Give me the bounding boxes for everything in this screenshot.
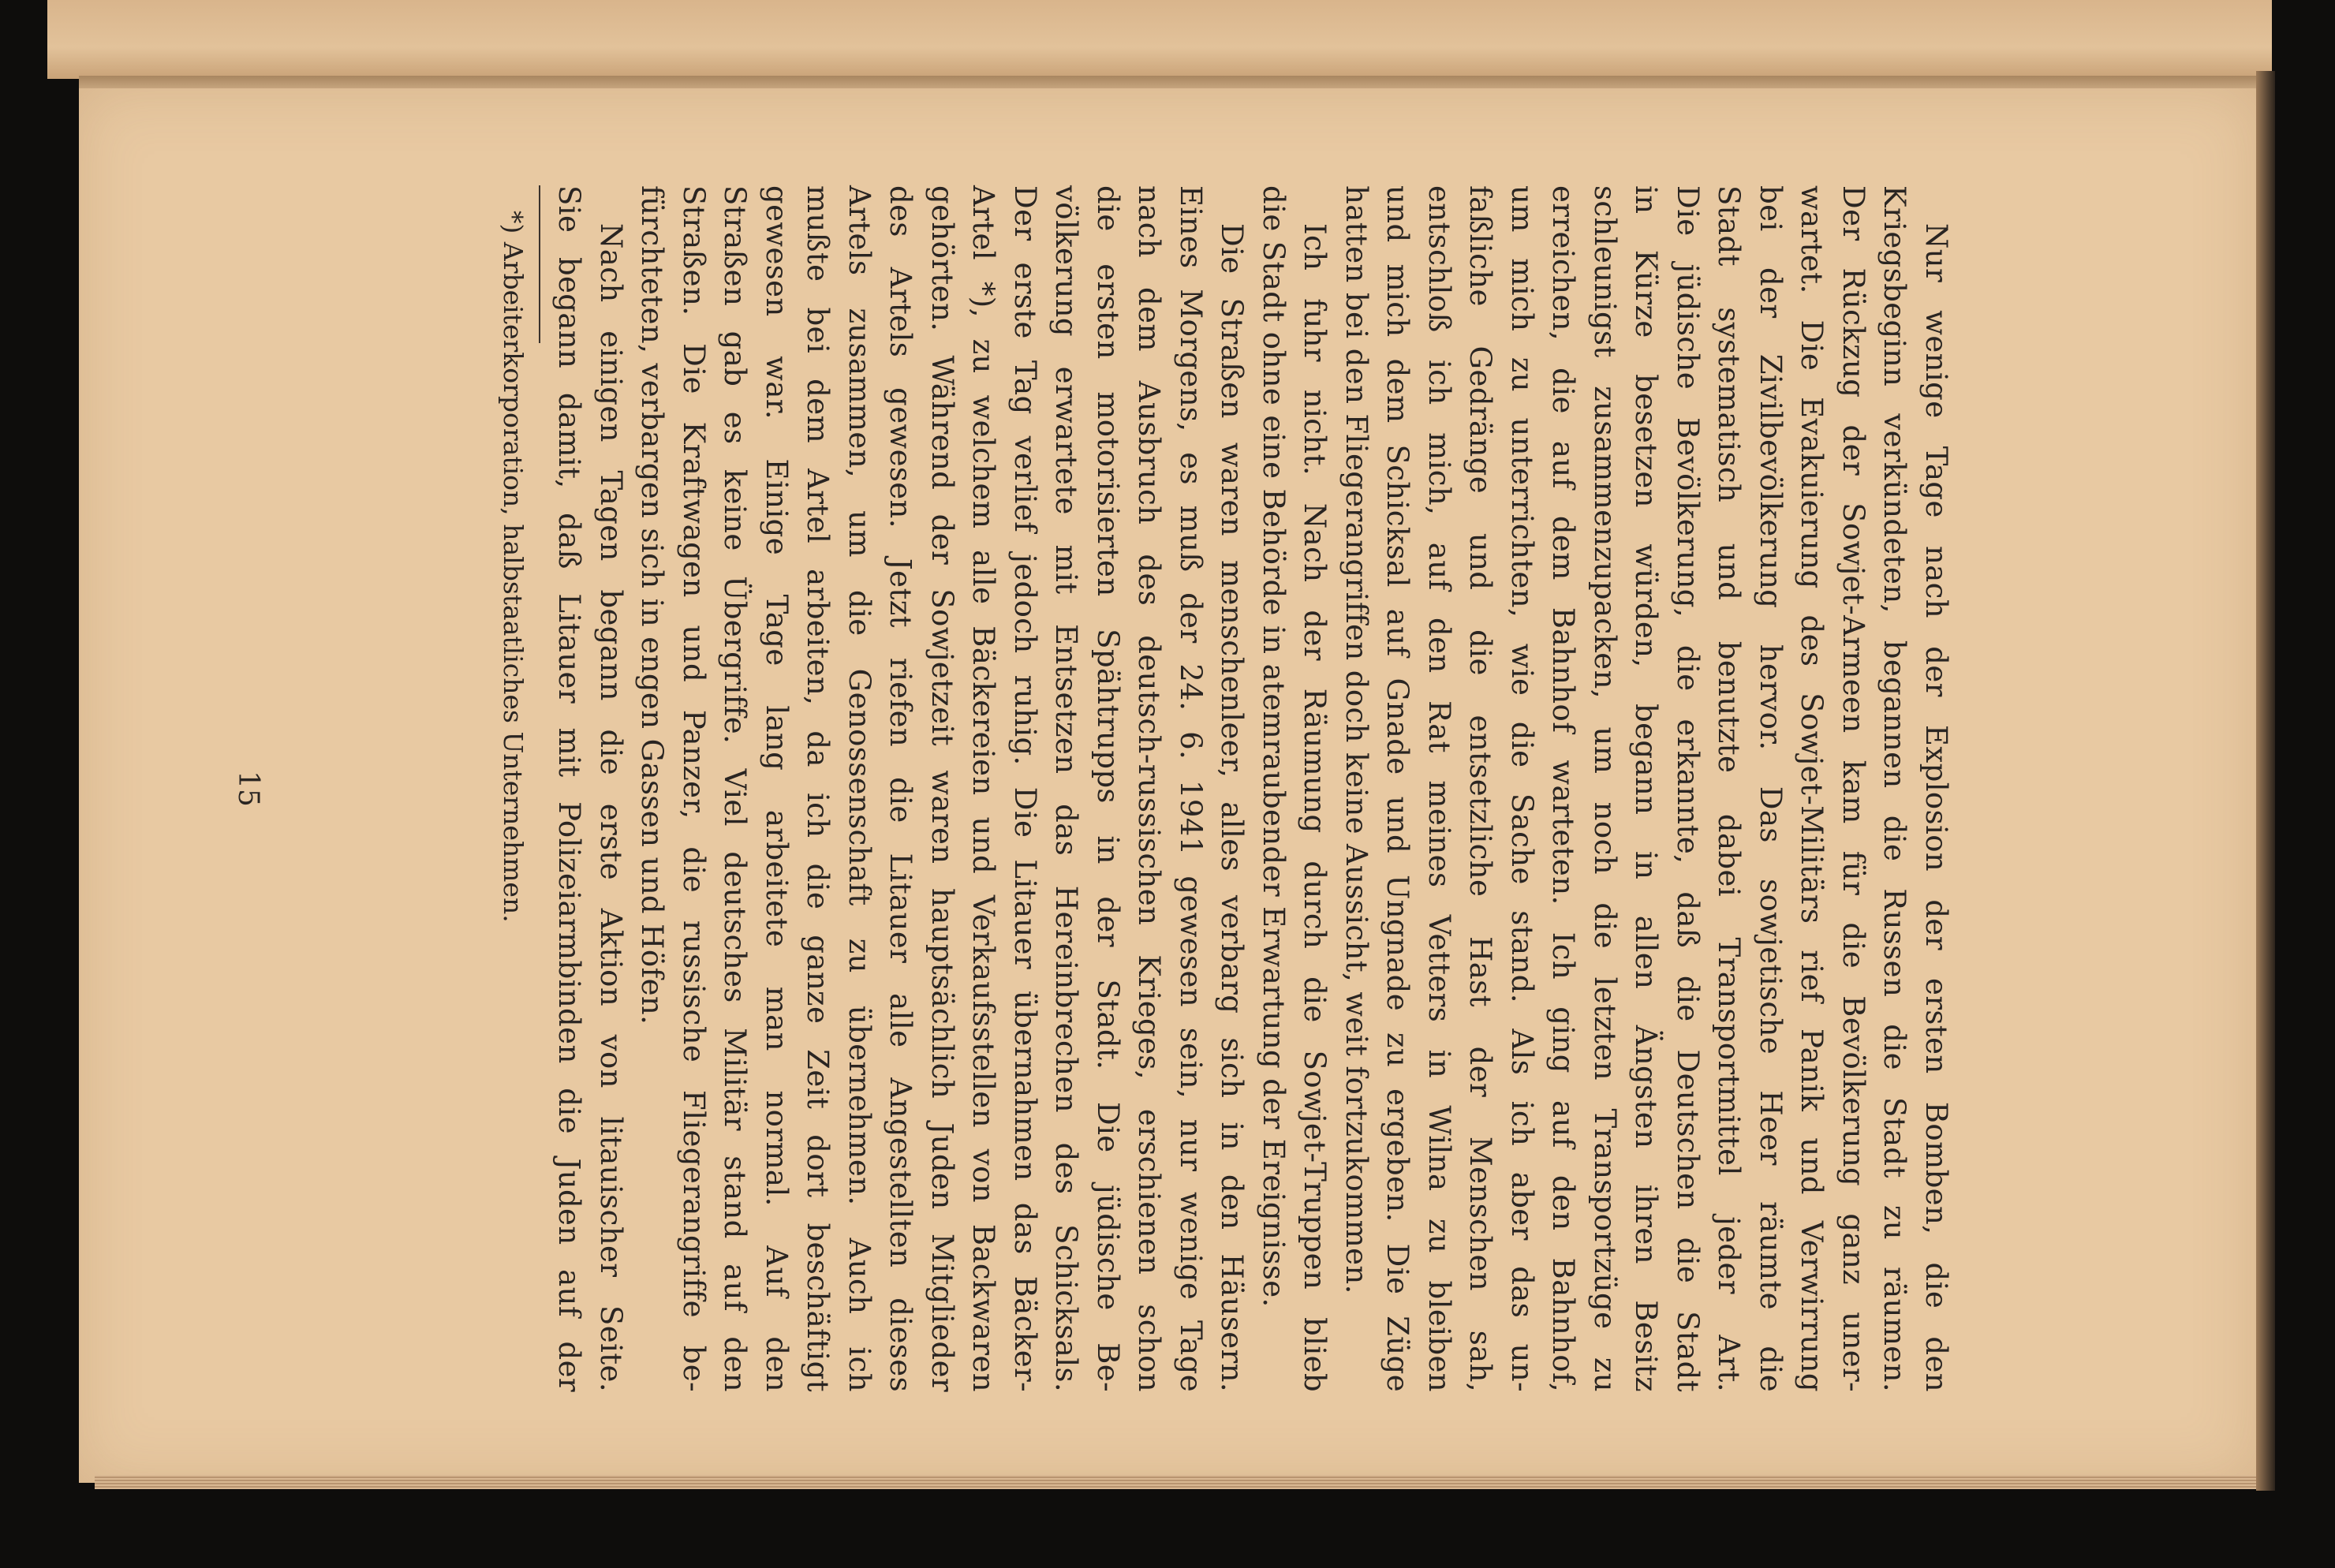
footnote-rule bbox=[539, 185, 540, 343]
text-line: gehörten. Während der Sowjetzeit waren hauptsächlich Juden Mitglieder bbox=[925, 185, 959, 1392]
text-line: Straßen. Die Kraftwagen und Panzer, die russische Fliegerangriffe be- bbox=[677, 185, 711, 1392]
text-line: die ersten motorisierten Spähtrupps in der Stadt. Die jüdische Be- bbox=[1091, 185, 1125, 1392]
text-line: faßliche Gedränge und die entsetzliche Hast der Menschen sah, bbox=[1463, 185, 1498, 1392]
text-line: fürchteten, verbargen sich in engen Gassen und Höfen. bbox=[635, 185, 670, 1025]
text-line: Die jüdische Bevölkerung, die erkannte, daß die Deutschen die Stadt bbox=[1671, 185, 1705, 1392]
text-line: des Artels gewesen. Jetzt riefen die Litauer alle Angestellten dieses bbox=[884, 185, 918, 1392]
text-line: Nach einigen Tagen begann die erste Aktion von litauischer Seite. bbox=[594, 223, 628, 1392]
text-line: gewesen war. Einige Tage lang arbeitete man normal. Auf den bbox=[760, 185, 794, 1392]
rotated-text-block bbox=[232, 185, 1956, 1392]
text-line: und mich dem Schicksal auf Gnade und Ungnade zu ergeben. Die Züge bbox=[1380, 185, 1415, 1392]
text-line: Artels zusammen, um die Genossenschaft zu übernehmen. Auch ich bbox=[842, 185, 876, 1392]
text-line: schleunigst zusammenzupacken, um noch die letzten Transportzüge zu bbox=[1588, 185, 1622, 1392]
text-line: Stadt systematisch und benutzte dabei Transportmittel jeder Art. bbox=[1712, 185, 1747, 1392]
text-line: um mich zu unterrichten, wie die Sache stand. Als ich aber das un- bbox=[1505, 185, 1539, 1392]
text-line: nach dem Ausbruch des deutsch-russischen Krieges, erschienen schon bbox=[1132, 185, 1167, 1392]
text-line: Der Rückzug der Sowjet-Armeen kam für die Bevölkerung ganz uner- bbox=[1836, 185, 1870, 1392]
text-line: hatten bei den Fliegerangriffen doch keine Aussicht, weit fortzukommen. bbox=[1339, 185, 1373, 1294]
text-line: wartet. Die Evakuierung des Sowjet-Militärs rief Panik und Verwirrung bbox=[1795, 185, 1829, 1392]
text-line: Eines Morgens, es muß der 24. 6. 1941 gewesen sein, nur wenige Tage bbox=[1174, 185, 1208, 1392]
page-top-edge bbox=[47, 0, 2272, 79]
text-line: völkerung erwartete mit Entsetzen das Hereinbrechen des Schicksals. bbox=[1049, 185, 1084, 1392]
footnote: *) Arbeiterkorporation, halbstaatliches Unternehmen. bbox=[498, 211, 529, 923]
text-line: die Stadt ohne eine Behörde in atemraubender Erwartung der Ereignisse. bbox=[1257, 185, 1291, 1308]
text-line: bei der Zivilbevölkerung hervor. Das sowjetische Heer räumte die bbox=[1754, 185, 1788, 1392]
text-line: Kriegsbeginn verkündeten, begannen die Russen die Stadt zu räumen. bbox=[1877, 185, 1912, 1392]
text-line: Der erste Tag verlief jedoch ruhig. Die Litauer übernahmen das Bäcker- bbox=[1008, 185, 1042, 1392]
text-line: Ich fuhr nicht. Nach der Räumung durch die Sowjet-Truppen blieb bbox=[1298, 223, 1332, 1392]
text-line: Sie begann damit, daß Litauer mit Polizeiarmbinden die Juden auf der bbox=[552, 185, 587, 1392]
text-line: in Kürze besetzen würden, begann in allen Ängsten ihren Besitz bbox=[1629, 185, 1664, 1392]
page-number: 15 bbox=[232, 771, 264, 807]
text-line: Artel *), zu welchem alle Bäckereien und Verkaufsstellen von Backwaren bbox=[966, 185, 1001, 1392]
text-line: Straßen gab es keine Übergriffe. Viel deutsches Militär stand auf den bbox=[718, 185, 753, 1392]
text-line: Die Straßen waren menschenleer, alles verbarg sich in den Häusern. bbox=[1215, 223, 1250, 1392]
page-stack-edge bbox=[95, 1475, 2256, 1489]
page-right-edge bbox=[2256, 71, 2275, 1491]
text-line: erreichen, die auf dem Bahnhof warteten. Ich ging auf den Bahnhof, bbox=[1546, 185, 1581, 1392]
text-line: entschloß ich mich, auf den Rat meines Vetters in Wilna zu bleiben bbox=[1422, 185, 1456, 1392]
text-line: Nur wenige Tage nach der Explosion der ersten Bomben, die den bbox=[1919, 223, 1953, 1392]
text-line: mußte bei dem Artel arbeiten, da ich die ganze Zeit dort beschäftigt bbox=[801, 185, 835, 1392]
